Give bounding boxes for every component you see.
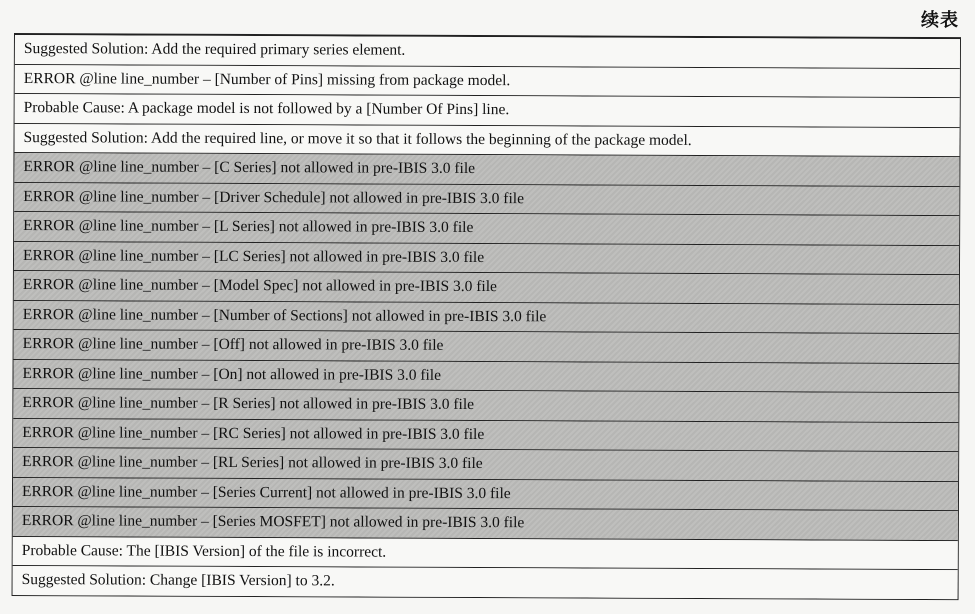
table-row: ERROR @line line_number – [Number of Pins] missing from package model. (15, 65, 960, 99)
table-row: ERROR @line line_number – [L Series] not allowed in pre-IBIS 3.0 file (14, 212, 959, 246)
table-row: ERROR @line line_number – [Off] not allowed in pre-IBIS 3.0 file (14, 330, 959, 364)
table-row: ERROR @line line_number – [C Series] not allowed in pre-IBIS 3.0 file (14, 153, 959, 187)
table-row: Probable Cause: A package model is not followed by a [Number Of Pins] line. (15, 94, 960, 128)
table-row: ERROR @line line_number – [Model Spec] not allowed in pre-IBIS 3.0 file (14, 271, 959, 305)
table-row: ERROR @line line_number – [RL Series] not allowed in pre-IBIS 3.0 file (13, 448, 958, 482)
table-row: Suggested Solution: Add the required line, or move it so that it follows the beginning of the package model. (14, 124, 959, 158)
table-row: ERROR @line line_number – [R Series] not allowed in pre-IBIS 3.0 file (13, 389, 958, 423)
table-row: ERROR @line line_number – [RC Series] not allowed in pre-IBIS 3.0 file (13, 419, 958, 453)
table-row: ERROR @line line_number – [Number of Sections] not allowed in pre-IBIS 3.0 file (14, 301, 959, 335)
error-message-table (12, 33, 961, 600)
table-row: Probable Cause: The [IBIS Version] of the file is incorrect. (13, 536, 958, 570)
table-row: Suggested Solution: Change [IBIS Version] to 3.2. (13, 566, 958, 599)
continued-table-label: 续表 (921, 10, 959, 31)
table-row: ERROR @line line_number – [Driver Schedule] not allowed in pre-IBIS 3.0 file (14, 183, 959, 217)
table-row: ERROR @line line_number – [Series Current] not allowed in pre-IBIS 3.0 file (13, 478, 958, 512)
table-row: Suggested Solution: Add the required primary series element. (15, 35, 960, 69)
table-row: ERROR @line line_number – [LC Series] not allowed in pre-IBIS 3.0 file (14, 242, 959, 276)
table-row: ERROR @line line_number – [On] not allowed in pre-IBIS 3.0 file (13, 360, 958, 394)
table-row: ERROR @line line_number – [Series MOSFET] not allowed in pre-IBIS 3.0 file (13, 507, 958, 541)
